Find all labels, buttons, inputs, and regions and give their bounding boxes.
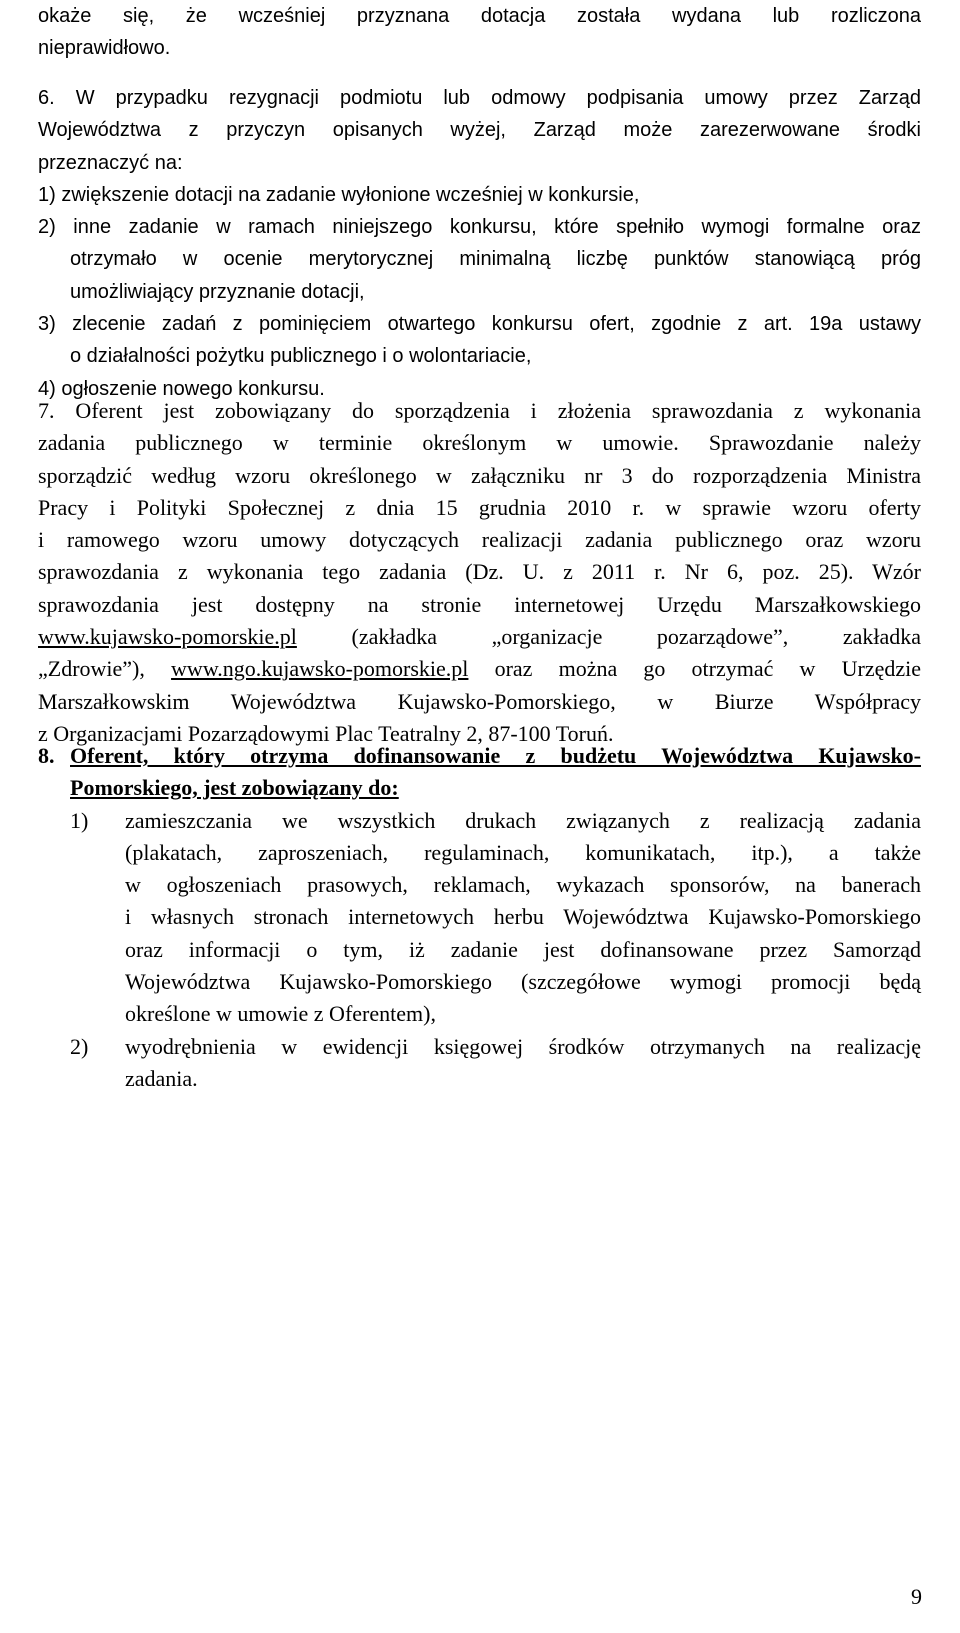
section-8 bbox=[38, 740, 921, 1095]
s5-line-2: nieprawidłowo. bbox=[38, 37, 171, 60]
s7-line-1: 7. Oferent jest zobowiązany do sporządzenia i złożenia sprawozdania z wykonania bbox=[38, 398, 921, 423]
s8-item-1 bbox=[38, 805, 921, 1031]
s6-item-1: 1) zwiększenie dotacji na zadanie wyłonione wcześniej w konkursie, bbox=[38, 183, 640, 206]
s8-item-1-line-3: w ogłoszeniach prasowych, reklamach, wykazach sponsorów, na banerach bbox=[125, 872, 921, 898]
s8-item-1-line-2: (plakatach, zaproszeniach, regulaminach, komunikatach, itp.), a także bbox=[125, 839, 921, 865]
s6-line-2: Województwa z przyczyn opisanych wyżej, Zarząd może zarezerwowane środki bbox=[38, 119, 921, 142]
s7-line-2: zadania publicznego w terminie określonym w umowie. Sprawozdanie należy bbox=[38, 430, 921, 456]
s8-heading-line-1: Oferent, który otrzyma dofinansowanie z budżetu Województwa Kujawsko- bbox=[70, 743, 921, 768]
s7-line-7: sprawozdania jest dostępny na stronie internetowej Urzędu Marszałkowskiego bbox=[38, 591, 921, 617]
s7-line-9 bbox=[38, 653, 921, 685]
s8-item-1-line-6: Województwa Kujawsko-Pomorskiego (szczegółowe wymogi promocji będą bbox=[125, 969, 921, 995]
s8-item-1-number: 1) bbox=[70, 807, 89, 833]
s6-item-3-line-1: 3) zlecenie zadań z pominięciem otwartego konkursu ofert, zgodnie z art. 19a ustawy bbox=[38, 313, 921, 336]
s8-item-1-line-4: i własnych stronach internetowych herbu Województwa Kujawsko-Pomorskiego bbox=[125, 904, 921, 930]
s6-line-3: przeznaczyć na: bbox=[38, 151, 183, 174]
s7-line-10: Marszałkowskim Województwa Kujawsko-Pomorskiego, w Biurze Współpracy bbox=[38, 688, 921, 714]
s8-item-1-line-7: określone w umowie z Oferentem), bbox=[125, 1001, 436, 1027]
s7-line-8-rest: (zakładka „organizacje pozarządowe”, zakładka bbox=[351, 624, 922, 650]
s8-number: 8. bbox=[38, 743, 55, 768]
ngo-kujawsko-pomorskie-link[interactable]: www.ngo.kujawsko-pomorskie.pl bbox=[171, 656, 469, 682]
s5-line-1: okaże się, że wcześniej przyznana dotacja została wydana lub rozliczona bbox=[38, 5, 921, 27]
section-7 bbox=[38, 395, 921, 750]
s7-line-11: z Organizacjami Pozarządowymi Plac Teatralny 2, 87-100 Toruń. bbox=[38, 720, 614, 746]
s6-item-4: 4) ogłoszenie nowego konkursu. bbox=[38, 377, 325, 400]
s6-item-2-line-3: umożliwiający przyznanie dotacji, bbox=[70, 280, 365, 303]
s7-line-5: i ramowego wzoru umowy dotyczących realizacji zadania publicznego oraz wzoru bbox=[38, 527, 921, 553]
section-6 bbox=[38, 82, 921, 405]
s8-item-2-line-1: wyodrębnienia w ewidencji księgowej środków otrzymanych na realizację bbox=[125, 1033, 921, 1059]
section-5-continuation bbox=[38, 0, 921, 65]
s8-item-1-line-1: zamieszczania we wszystkich drukach związanych z realizacją zadania bbox=[125, 807, 921, 833]
s7-line-3: sporządzić według wzoru określonego w załączniku nr 3 do rozporządzenia Ministra bbox=[38, 462, 921, 488]
s6-item-3-line-2: o działalności pożytku publicznego i o wolontariacie, bbox=[70, 345, 532, 368]
kujawsko-pomorskie-link[interactable]: www.kujawsko-pomorskie.pl bbox=[38, 624, 297, 650]
s8-item-2-line-2: zadania. bbox=[125, 1065, 198, 1091]
s7-line-6: sprawozdania z wykonania tego zadania (Dz. U. z 2011 r. Nr 6, poz. 25). Wzór bbox=[38, 559, 921, 585]
s8-heading bbox=[38, 740, 921, 805]
s8-item-1-line-5: oraz informacji o tym, iż zadanie jest dofinansowane przez Samorząd bbox=[125, 936, 921, 962]
s6-item-2-line-1: 2) inne zadanie w ramach niniejszego konkursu, które spełniło wymogi formalne oraz bbox=[38, 216, 921, 239]
s6-line-1: 6. W przypadku rezygnacji podmiotu lub odmowy podpisania umowy przez Zarząd bbox=[38, 87, 921, 109]
s6-item-2-line-2: otrzymało w ocenie merytorycznej minimalną liczbę punktów stanowiącą próg bbox=[70, 248, 921, 271]
s7-line-4: Pracy i Polityki Społecznej z dnia 15 grudnia 2010 r. w sprawie wzoru oferty bbox=[38, 494, 921, 520]
s8-heading-line-2: Pomorskiego, jest zobowiązany do: bbox=[70, 775, 399, 801]
s7-line-9-pre: „Zdrowie”), bbox=[38, 656, 145, 682]
s8-item-2-number: 2) bbox=[70, 1033, 89, 1059]
s8-item-2 bbox=[38, 1031, 921, 1096]
s7-line-8 bbox=[38, 621, 921, 653]
s7-line-9-rest: oraz można go otrzymać w Urzędzie bbox=[494, 656, 921, 682]
page-number: 9 bbox=[911, 1584, 922, 1609]
